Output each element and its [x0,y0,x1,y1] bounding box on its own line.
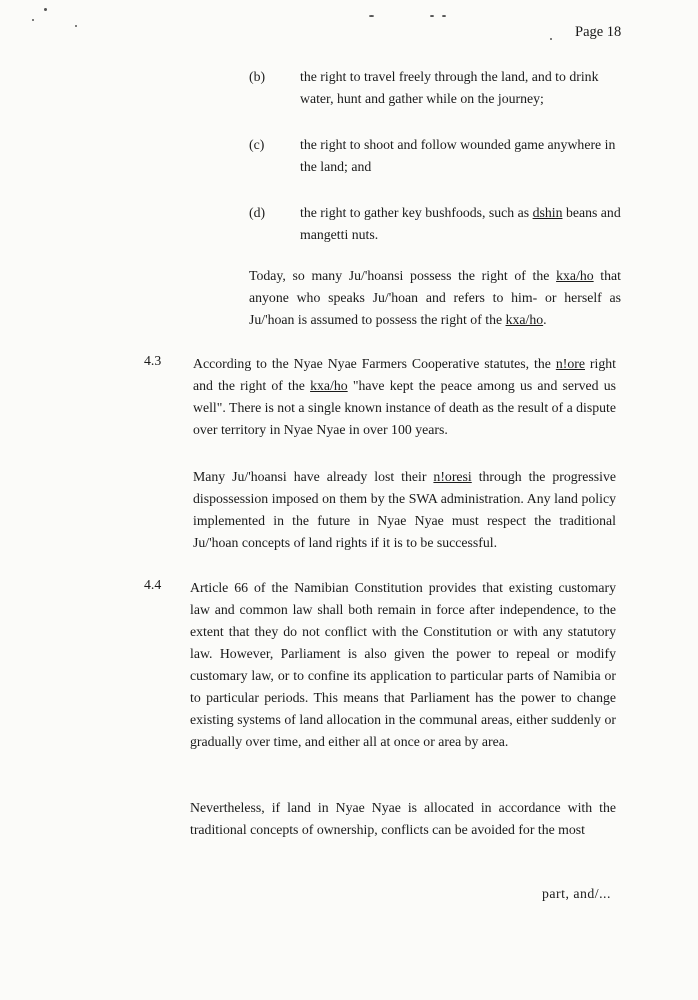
section-4-4-paragraph-2: Nevertheless, if land in Nyae Nyae is allocated in accordance with the traditional concepts of ownership, conflicts can be avoided for the most [190,800,616,837]
list-item-text: the right to shoot and follow wounded game anywhere in the land; and [300,137,616,174]
scan-speck [442,15,446,17]
section-4-4-paragraph-1: Article 66 of the Namibian Constitution provides that existing customary law and common law shall both remain in force after independence, to the extent that they do not conflict with the Constitution or with any statutory law. However, Parliament is also given the power to repeal or modify customary law, or to confine its application to particular parts of Namibia or to particular periods. This means that Parliament has the power to change existing systems of land allocation in the communal areas, either suddenly or gradually over time, and either all at once or area by area. [190,580,616,749]
page-number: Page 18 [575,24,622,40]
underlined-term: kxa/ho [556,268,594,283]
scan-speck [32,19,34,21]
section-4-3-paragraph-1: According to the Nyae Nyae Farmers Cooperative statutes, the n!ore right and the right of the kxa/ho "have kept the peace among us and served us well". There is not a single known instance of death as the result of a dispute over territory in Nyae Nyae in over 100 years. [193,356,617,437]
scan-speck [75,25,77,27]
scan-speck [369,15,374,17]
list-item-label: (b) [249,69,266,84]
underlined-term: kxa/ho [310,378,348,393]
scan-speck [550,38,552,40]
today-paragraph: Today, so many Ju/'hoansi possess the right of the kxa/ho that anyone who speaks Ju/'hoan and refers to him- or herself as Ju/'hoan is assumed to possess the right of the kxa/ho. [249,268,622,327]
continuation-footer: part, and/... [542,886,611,901]
section-number-4-4: 4.4 [144,577,162,592]
list-item-label: (c) [249,137,265,152]
scan-speck [44,8,47,11]
list-item-text: the right to travel freely through the land, and to drink water, hunt and gather while on the journey; [300,69,599,106]
underlined-term: n!ore [555,356,585,371]
section-4-3-paragraph-2: Many Ju/'hoansi have already lost their n!oresi through the progressive dispossession imposed on them by the SWA administration. Any land policy implemented in the future in Nyae Nyae must respect the traditional Ju/'hoan concepts of land rights if it is to be successful. [193,469,616,550]
section-number-4-3: 4.3 [144,353,162,368]
list-item-label: (d) [249,205,266,220]
underlined-term: kxa/ho [505,312,544,327]
list-item-text: the right to gather key bushfoods, such as dshin beans and mangetti nuts. [300,205,621,242]
underlined-term: dshin [532,205,563,220]
underlined-term: n!oresi [433,469,472,484]
scan-speck [430,15,434,17]
